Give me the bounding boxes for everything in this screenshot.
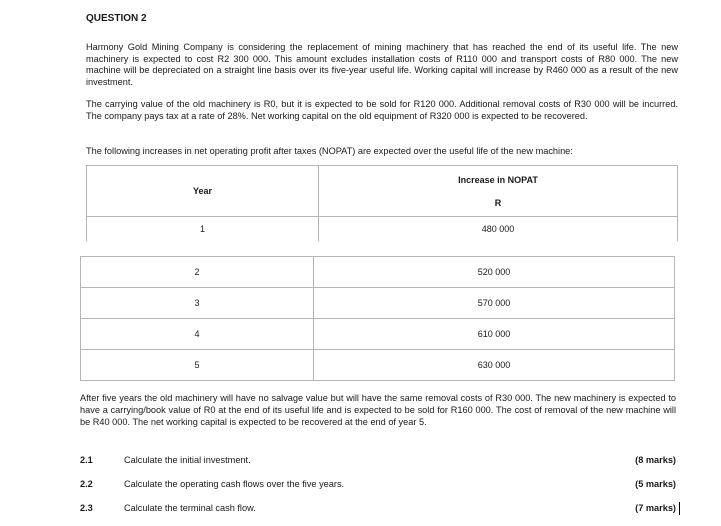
question-marks: (7 marks) <box>635 503 676 513</box>
nopat-cell: 520 000 <box>314 257 675 288</box>
nopat-cell: 610 000 <box>314 319 675 350</box>
nopat-table-continued <box>80 256 675 381</box>
year-cell: 1 <box>87 217 319 242</box>
intro-paragraph: Harmony Gold Mining Company is considering the replacement of mining machinery that has reached the end of its useful life. The new machinery is expected to cost R2 300 000. This amount excludes installation costs of R110 000 and transport costs of R80 000. The new machine will be depreciated on a straight line basis over its five-year useful life. Working capital will increase by R460 000 as a result of the new investment. <box>86 42 678 87</box>
question-item <box>80 479 676 491</box>
question-heading: QUESTION 2 <box>86 13 147 24</box>
nopat-table-header <box>86 165 678 241</box>
nopat-header-unit: R <box>494 197 502 208</box>
year-five-paragraph: After five years the old machinery will have no salvage value but will have the same removal costs of R30 000. The new machinery is expected to have a carrying/book value of R0 at the end of its useful life and is expected to be sold for R160 000. The cost of removal of the new machine will be R40 000. The net working capital is expected to be recovered at the end of year 5. <box>80 393 676 427</box>
question-text: Calculate the terminal cash flow. <box>124 503 256 513</box>
year-cell: 3 <box>81 288 314 319</box>
text-cursor <box>679 502 680 515</box>
table-row <box>81 257 675 288</box>
nopat-cell: 480 000 <box>319 217 678 242</box>
nopat-intro-paragraph: The following increases in net operating profit after taxes (NOPAT) are expected over the useful life of the new machine: <box>86 146 573 156</box>
table-row <box>81 288 675 319</box>
table-row <box>87 217 678 242</box>
question-text: Calculate the initial investment. <box>124 455 251 465</box>
nopat-column-header <box>319 166 678 217</box>
table-row <box>81 319 675 350</box>
year-cell: 4 <box>81 319 314 350</box>
question-number: 2.3 <box>80 503 93 513</box>
nopat-cell: 630 000 <box>314 350 675 381</box>
nopat-header-label: Increase in NOPAT <box>458 174 538 185</box>
old-machinery-paragraph: The carrying value of the old machinery is R0, but it is expected to be sold for R120 000. Additional removal costs of R30 000 will be incurred. The company pays tax at a rate of 28%. Net working capital on the old equipment of R320 000 is expected to be recovered. <box>86 99 678 121</box>
question-marks: (8 marks) <box>635 455 676 465</box>
year-cell: 2 <box>81 257 314 288</box>
question-item <box>80 455 676 467</box>
question-number: 2.1 <box>80 455 93 465</box>
question-text: Calculate the operating cash flows over the five years. <box>124 479 345 489</box>
year-cell: 5 <box>81 350 314 381</box>
question-marks: (5 marks) <box>635 479 676 489</box>
question-number: 2.2 <box>80 479 93 489</box>
nopat-cell: 570 000 <box>314 288 675 319</box>
year-column-header: Year <box>87 166 319 217</box>
question-item <box>80 503 676 515</box>
table-row <box>81 350 675 381</box>
